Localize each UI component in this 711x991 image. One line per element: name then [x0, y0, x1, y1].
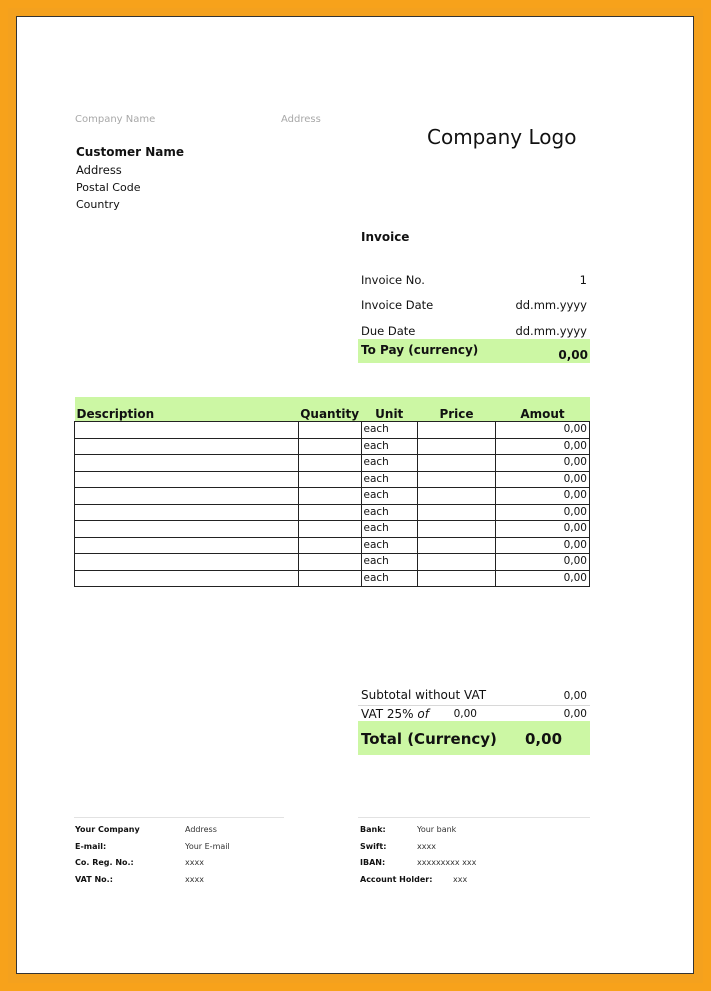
table-row — [75, 570, 590, 587]
col-quantity: Quantity — [298, 397, 361, 422]
table-row — [75, 471, 590, 488]
table-row — [75, 537, 590, 554]
cell-price — [417, 471, 495, 488]
cell-price — [417, 504, 495, 521]
cell-description — [75, 455, 299, 472]
cell-price — [417, 422, 495, 439]
invoice-page — [16, 16, 694, 974]
table-row — [75, 438, 590, 455]
cell-description — [75, 570, 299, 587]
table-row — [75, 422, 590, 439]
cell-quantity — [298, 438, 361, 455]
footer-coreg-value: xxxx — [185, 858, 204, 867]
due-date-label: Due Date — [361, 324, 416, 338]
footer-email-label: E-mail: — [75, 842, 107, 851]
cell-price — [417, 521, 495, 538]
cell-description — [75, 537, 299, 554]
subtotal-value: 0,00 — [563, 690, 587, 702]
cell-unit: each — [361, 570, 417, 587]
cell-amount: 0,00 — [496, 554, 590, 571]
footer-company-label: Your Company — [75, 825, 140, 834]
cell-quantity — [298, 422, 361, 439]
cell-amount: 0,00 — [496, 471, 590, 488]
to-pay-box — [358, 339, 590, 363]
table-row — [75, 504, 590, 521]
cell-unit: each — [361, 488, 417, 505]
footer-vat-value: xxxx — [185, 875, 204, 884]
table-header-row — [75, 397, 590, 422]
customer-address: Address — [76, 163, 122, 177]
to-pay-value: 0,00 — [558, 348, 588, 362]
company-address: Address — [281, 114, 321, 125]
invoice-date-value: dd.mm.yyyy — [515, 298, 587, 312]
cell-quantity — [298, 570, 361, 587]
total-label: Total (Currency) — [361, 730, 497, 748]
table-row — [75, 488, 590, 505]
cell-quantity — [298, 521, 361, 538]
company-name: Company Name — [75, 114, 156, 125]
total-value: 0,00 — [525, 730, 563, 748]
vat-of-text: of — [417, 707, 429, 721]
cell-amount: 0,00 — [496, 504, 590, 521]
footer-iban-label: IBAN: — [360, 858, 386, 867]
cell-unit: each — [361, 504, 417, 521]
cell-description — [75, 438, 299, 455]
footer-account-holder-label: Account Holder: — [360, 875, 433, 884]
footer-bank-label: Bank: — [360, 825, 386, 834]
footer-swift-label: Swift: — [360, 842, 387, 851]
cell-price — [417, 554, 495, 571]
cell-unit: each — [361, 537, 417, 554]
cell-quantity — [298, 488, 361, 505]
cell-quantity — [298, 455, 361, 472]
invoice-date-label: Invoice Date — [361, 298, 434, 312]
cell-price — [417, 570, 495, 587]
to-pay-label: To Pay (currency) — [361, 343, 479, 357]
cell-description — [75, 504, 299, 521]
footer-vat-label: VAT No.: — [75, 875, 113, 884]
customer-name: Customer Name — [76, 145, 184, 159]
cell-price — [417, 455, 495, 472]
invoice-number-label: Invoice No. — [361, 273, 425, 287]
cell-price — [417, 537, 495, 554]
cell-amount: 0,00 — [496, 488, 590, 505]
vat-rate-text: VAT 25% — [361, 707, 414, 721]
cell-price — [417, 438, 495, 455]
cell-quantity — [298, 554, 361, 571]
cell-quantity — [298, 471, 361, 488]
cell-amount: 0,00 — [496, 455, 590, 472]
footer-coreg-label: Co. Reg. No.: — [75, 858, 134, 867]
footer-account-holder-value: xxx — [453, 875, 468, 884]
cell-amount: 0,00 — [496, 570, 590, 587]
vat-base-value: 0,00 — [453, 708, 477, 720]
footer-divider-left — [74, 817, 284, 818]
cell-amount: 0,00 — [496, 537, 590, 554]
cell-description — [75, 488, 299, 505]
cell-amount: 0,00 — [496, 521, 590, 538]
invoice-number-value: 1 — [579, 273, 587, 287]
cell-description — [75, 521, 299, 538]
company-logo: Company Logo — [427, 125, 577, 149]
footer-divider-right — [358, 817, 590, 818]
customer-country: Country — [76, 198, 120, 211]
col-amount: Amout — [496, 397, 590, 422]
cell-quantity — [298, 504, 361, 521]
vat-value: 0,00 — [563, 708, 587, 720]
subtotal-divider — [358, 705, 590, 706]
cell-unit: each — [361, 438, 417, 455]
footer-bank-value: Your bank — [417, 825, 457, 834]
cell-description — [75, 554, 299, 571]
cell-price — [417, 488, 495, 505]
line-items-table — [74, 397, 590, 587]
footer-iban-value: xxxxxxxxx xxx — [417, 858, 477, 867]
due-date-value: dd.mm.yyyy — [515, 324, 587, 338]
customer-postal-code: Postal Code — [76, 181, 141, 194]
invoice-title: Invoice — [361, 230, 410, 244]
col-unit: Unit — [361, 397, 417, 422]
table-row — [75, 554, 590, 571]
cell-amount: 0,00 — [496, 438, 590, 455]
col-description: Description — [75, 397, 299, 422]
cell-unit: each — [361, 422, 417, 439]
cell-unit: each — [361, 455, 417, 472]
table-row — [75, 455, 590, 472]
cell-description — [75, 471, 299, 488]
cell-quantity — [298, 537, 361, 554]
table-row — [75, 521, 590, 538]
cell-unit: each — [361, 471, 417, 488]
total-box — [358, 721, 590, 755]
cell-description — [75, 422, 299, 439]
cell-unit: each — [361, 554, 417, 571]
footer-swift-value: xxxx — [417, 842, 436, 851]
col-price: Price — [417, 397, 495, 422]
cell-amount: 0,00 — [496, 422, 590, 439]
cell-unit: each — [361, 521, 417, 538]
footer-email-value: Your E-mail — [185, 842, 230, 851]
footer-company-value: Address — [185, 825, 217, 834]
subtotal-label: Subtotal without VAT — [361, 688, 487, 702]
